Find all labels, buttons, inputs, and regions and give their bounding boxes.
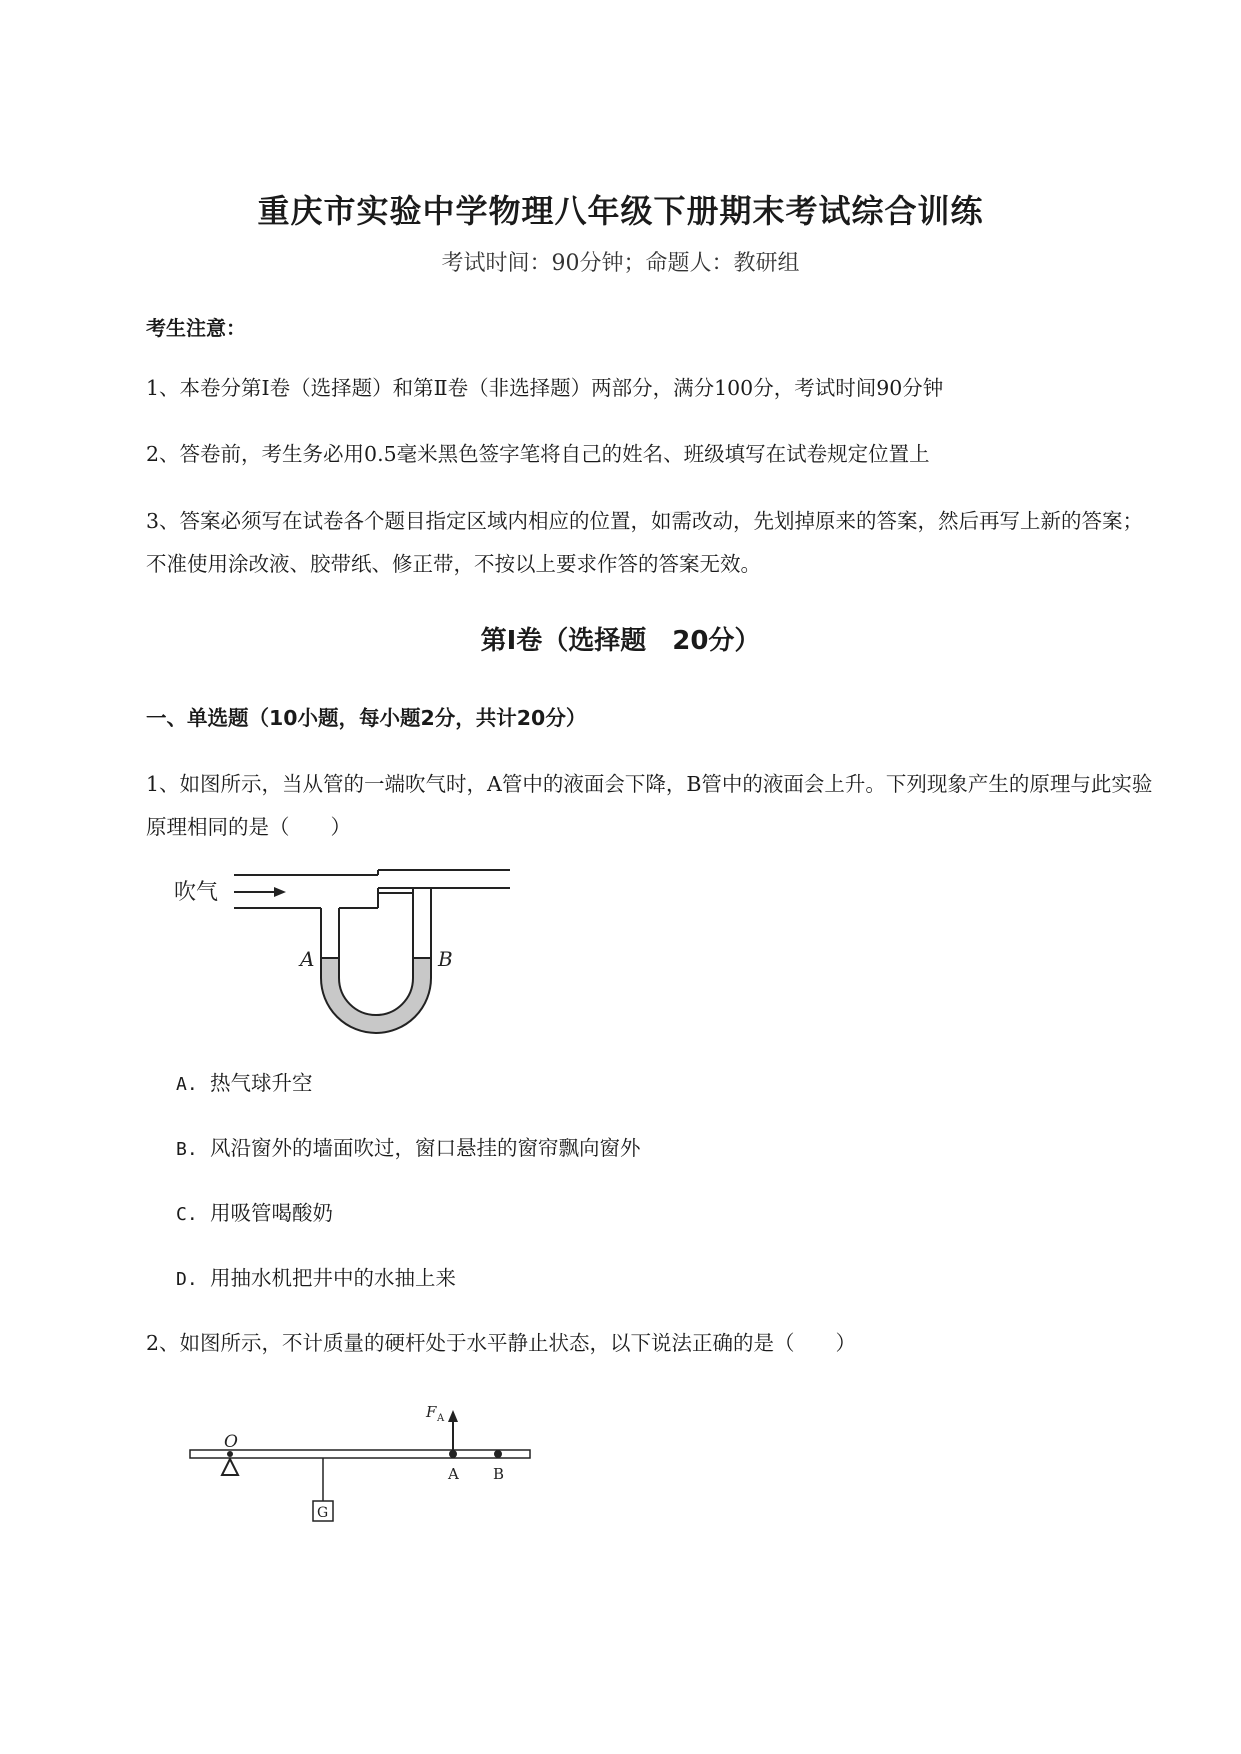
force-label-f: F: [426, 1403, 437, 1421]
option-text: 用吸管喝酸奶: [210, 1201, 333, 1225]
part-title: 一、单选题（10小题，每小题2分，共计20分）: [146, 706, 587, 730]
blow-arrow-head: [274, 887, 286, 897]
u-tube-inner: [339, 893, 413, 1015]
point-label-b: B: [493, 1465, 505, 1483]
notice-item-3: 3、答案必须写在试卷各个题目指定区域内相应的位置，如需改动，先划掉原来的答案，然后再写上新的答案；不准使用涂改液、胶带纸、修正带，不按以上要求作答的答案无效。: [146, 509, 1144, 576]
option-key: D.: [176, 1269, 198, 1290]
u-tube-liquid: [321, 958, 431, 1033]
tube-label-b: B: [438, 947, 453, 971]
option-key: A.: [176, 1074, 198, 1095]
q1-option-d[interactable]: [176, 1261, 456, 1291]
option-text: 风沿窗外的墙面吹过，窗口悬挂的窗帘飘向窗外: [210, 1136, 641, 1160]
u-tube-figure: [166, 860, 526, 1050]
section-title: 第Ⅰ卷（选择题 20分）: [480, 626, 761, 656]
pivot-label-o: O: [224, 1432, 238, 1452]
question-2-stem: 2、如图所示，不计质量的硬杆处于水平静止状态，以下说法正确的是（ ）: [146, 1331, 857, 1355]
option-text: 热气球升空: [210, 1071, 313, 1095]
option-key: C.: [176, 1204, 198, 1225]
force-label-sub: A: [437, 1413, 445, 1424]
q1-option-c[interactable]: [176, 1196, 333, 1226]
option-key: B.: [176, 1139, 198, 1160]
option-text: 用抽水机把井中的水抽上来: [210, 1266, 456, 1290]
question-1-stem: 1、如图所示，当从管的一端吹气时，A管中的液面会下降，B管中的液面会上升。下列现象产生的原理与此实验原理相同的是（ ）: [146, 772, 1153, 839]
lever-bar: [190, 1450, 530, 1458]
notice-item-1: 1、本卷分第Ⅰ卷（选择题）和第Ⅱ卷（非选择题）两部分，满分100分，考试时间90分钟: [146, 376, 944, 400]
q1-option-a[interactable]: [176, 1066, 313, 1096]
exam-title: 重庆市实验中学物理八年级下册期末考试综合训练: [257, 192, 984, 230]
fulcrum-icon: [222, 1459, 238, 1475]
blow-label: 吹气: [174, 880, 219, 905]
notice-heading: 考生注意：: [146, 316, 246, 340]
lever-figure: [180, 1395, 540, 1535]
q1-option-b[interactable]: [176, 1131, 641, 1161]
point-b-dot: [494, 1450, 502, 1458]
tube-label-a: A: [300, 947, 315, 971]
exam-subtitle: 考试时间：90分钟；命题人：教研组: [441, 251, 800, 276]
notice-item-2: 2、答卷前，考生务必用0.5毫米黑色签字笔将自己的姓名、班级填写在试卷规定位置上: [146, 442, 930, 466]
point-label-a: A: [448, 1465, 459, 1483]
force-arrow-head: [448, 1410, 458, 1422]
weight-label-g: G: [317, 1505, 329, 1521]
